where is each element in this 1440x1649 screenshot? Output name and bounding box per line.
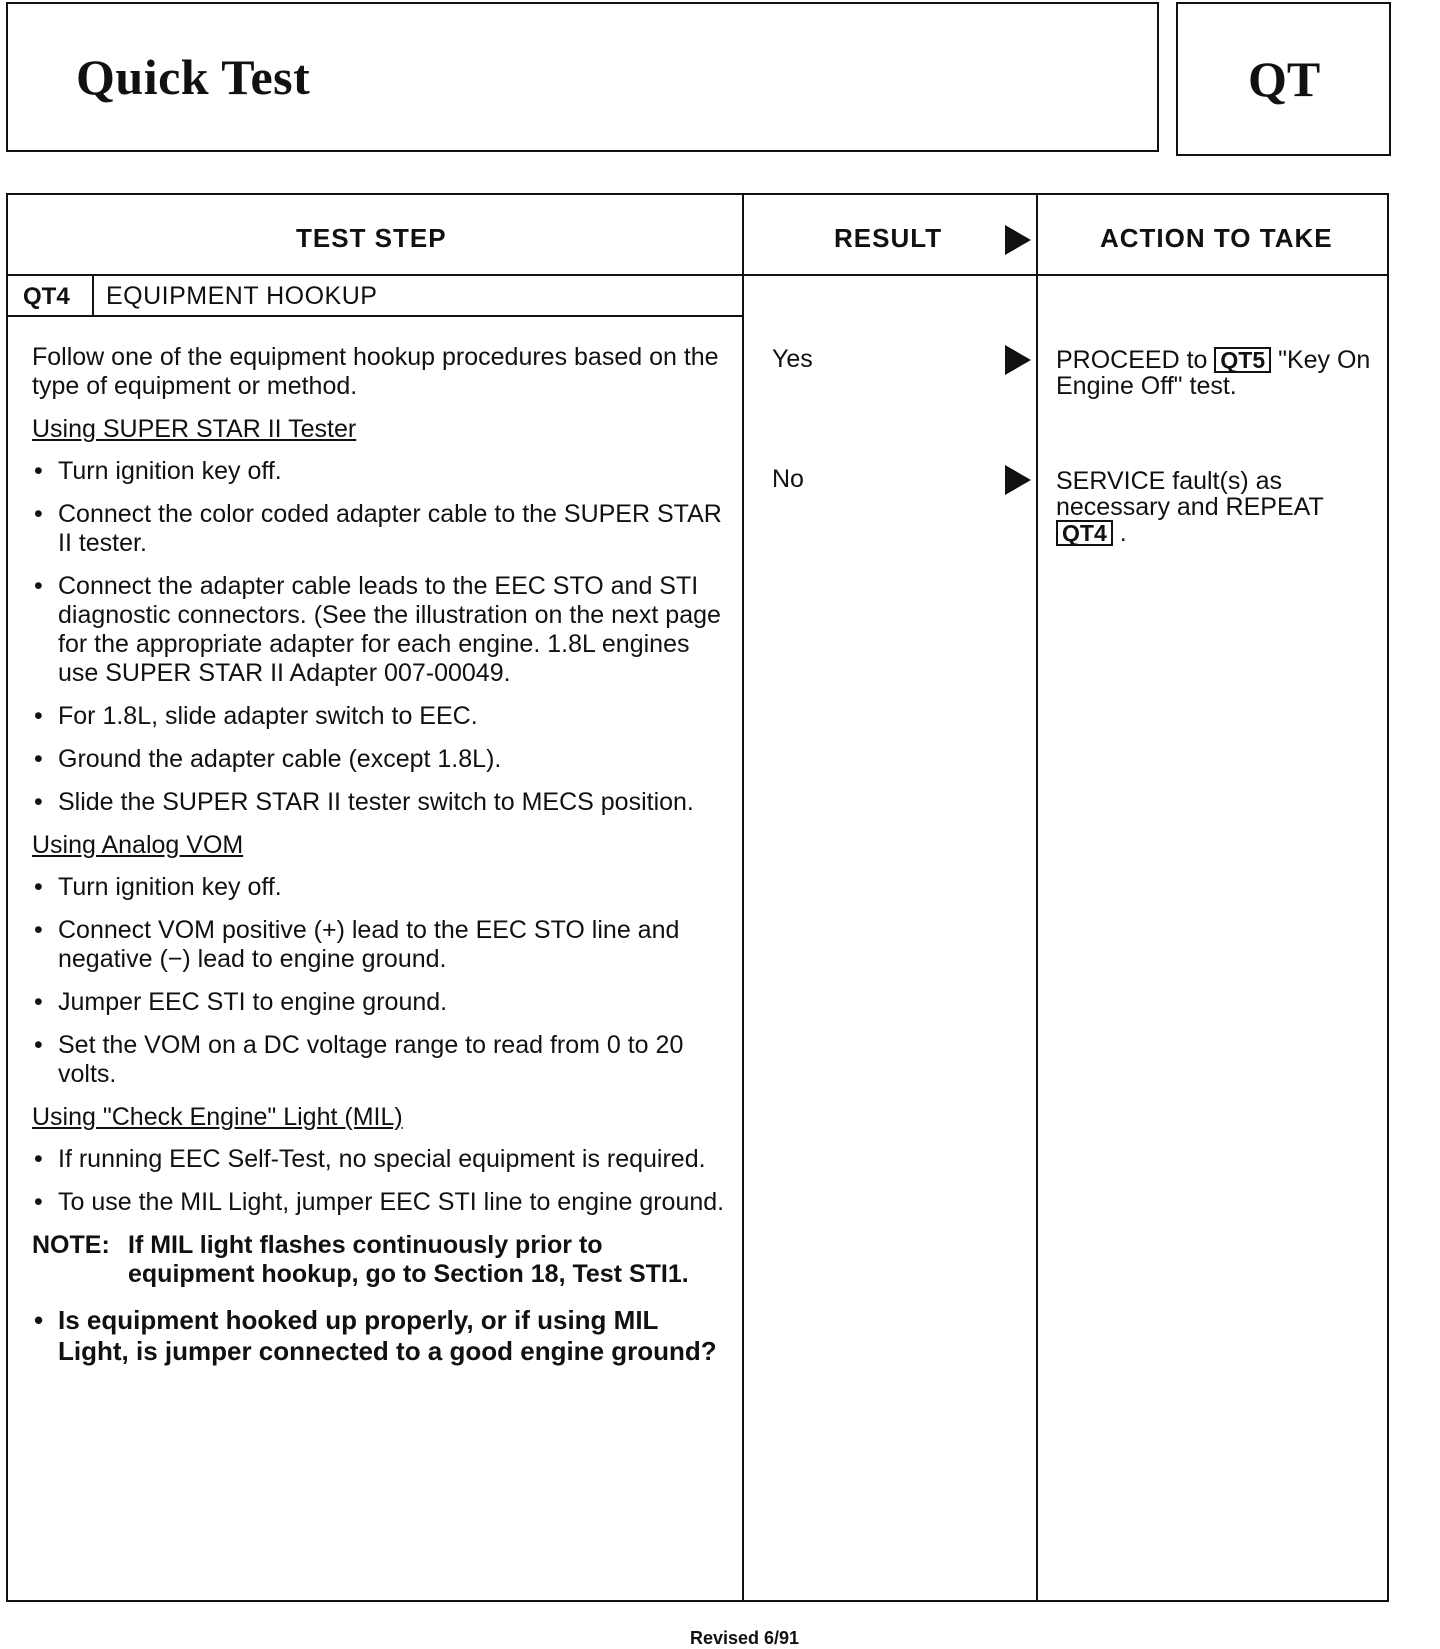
step-intro: Follow one of the equipment hookup procedures based on the type of equipment or method. (32, 343, 719, 400)
list-item: • Turn ignition key off. (32, 873, 732, 902)
note (32, 1231, 732, 1289)
action-text: SERVICE fault(s) as necessary and REPEAT (1056, 467, 1324, 521)
action-yes (1056, 347, 1376, 399)
step-title: EQUIPMENT HOOKUP (106, 282, 378, 310)
section-heading: Using SUPER STAR II Tester (32, 415, 357, 443)
column-divider (742, 195, 744, 1600)
arrow-icon (1005, 465, 1031, 495)
section-heading: Using Analog VOM (32, 831, 244, 859)
result-yes: Yes (772, 345, 813, 373)
action-text: PROCEED to (1056, 346, 1208, 374)
instruction-list (32, 457, 732, 817)
action-text: "Key On Engine Off" test. (1056, 346, 1371, 400)
section-heading: Using "Check Engine" Light (MIL) (32, 1103, 403, 1131)
list-item: • Set the VOM on a DC voltage range to read from 0 to 20 volts. (32, 1031, 732, 1089)
question-list (32, 1305, 732, 1367)
list-item: • To use the MIL Light, jumper EEC STI line to engine ground. (32, 1188, 732, 1217)
test-table (6, 193, 1389, 1602)
step-title-divider (8, 315, 742, 317)
list-item: • Ground the adapter cable (except 1.8L). (32, 745, 732, 774)
action-no (1056, 468, 1376, 546)
arrow-icon (1005, 225, 1031, 255)
action-text: . (1119, 519, 1127, 547)
list-item: • Connect the adapter cable leads to the EEC STO and STI diagnostic connectors. (See the illustration on the next page for the appropriate adapter for each engine. 1.8L engines use SUPER STAR II Adapter 007-00049. (32, 572, 732, 688)
step-reference: QT5 (1214, 347, 1271, 373)
list-item: • For 1.8L, slide adapter switch to EEC. (32, 702, 732, 731)
section-code: QT (1248, 51, 1321, 107)
instruction-list (32, 873, 732, 1089)
result-no: No (772, 465, 804, 493)
list-item: • Connect VOM positive (+) lead to the EEC STO line and negative (−) lead to engine ground. (32, 916, 732, 974)
section-code-box (1176, 2, 1391, 156)
header-test-step: TEST STEP (296, 223, 447, 253)
header-divider (8, 274, 1387, 276)
step-question: • Is equipment hooked up properly, or if using MIL Light, is jumper connected to a good engine ground? (32, 1305, 732, 1367)
step-content (32, 343, 732, 1381)
column-divider (1036, 195, 1038, 1600)
step-id-divider (92, 274, 94, 315)
list-item: • Turn ignition key off. (32, 457, 732, 486)
list-item: • Slide the SUPER STAR II tester switch to MECS position. (32, 788, 732, 817)
note-label: NOTE: (32, 1231, 110, 1259)
list-item: • If running EEC Self-Test, no special equipment is required. (32, 1145, 732, 1174)
title-box (6, 2, 1159, 152)
note-text: If MIL light flashes continuously prior to equipment hookup, go to Section 18, Test STI1. (128, 1231, 689, 1288)
revision-date: Revised 6/91 (690, 1628, 800, 1648)
header-result: RESULT (834, 223, 943, 253)
list-item: • Connect the color coded adapter cable to the SUPER STAR II tester. (32, 500, 732, 558)
instruction-list (32, 1145, 732, 1217)
list-item: • Jumper EEC STI to engine ground. (32, 988, 732, 1017)
step-id: QT4 (23, 283, 70, 310)
page-title: Quick Test (76, 49, 311, 105)
step-reference: QT4 (1056, 520, 1113, 546)
header-action: ACTION TO TAKE (1100, 223, 1333, 253)
arrow-icon (1005, 345, 1031, 375)
